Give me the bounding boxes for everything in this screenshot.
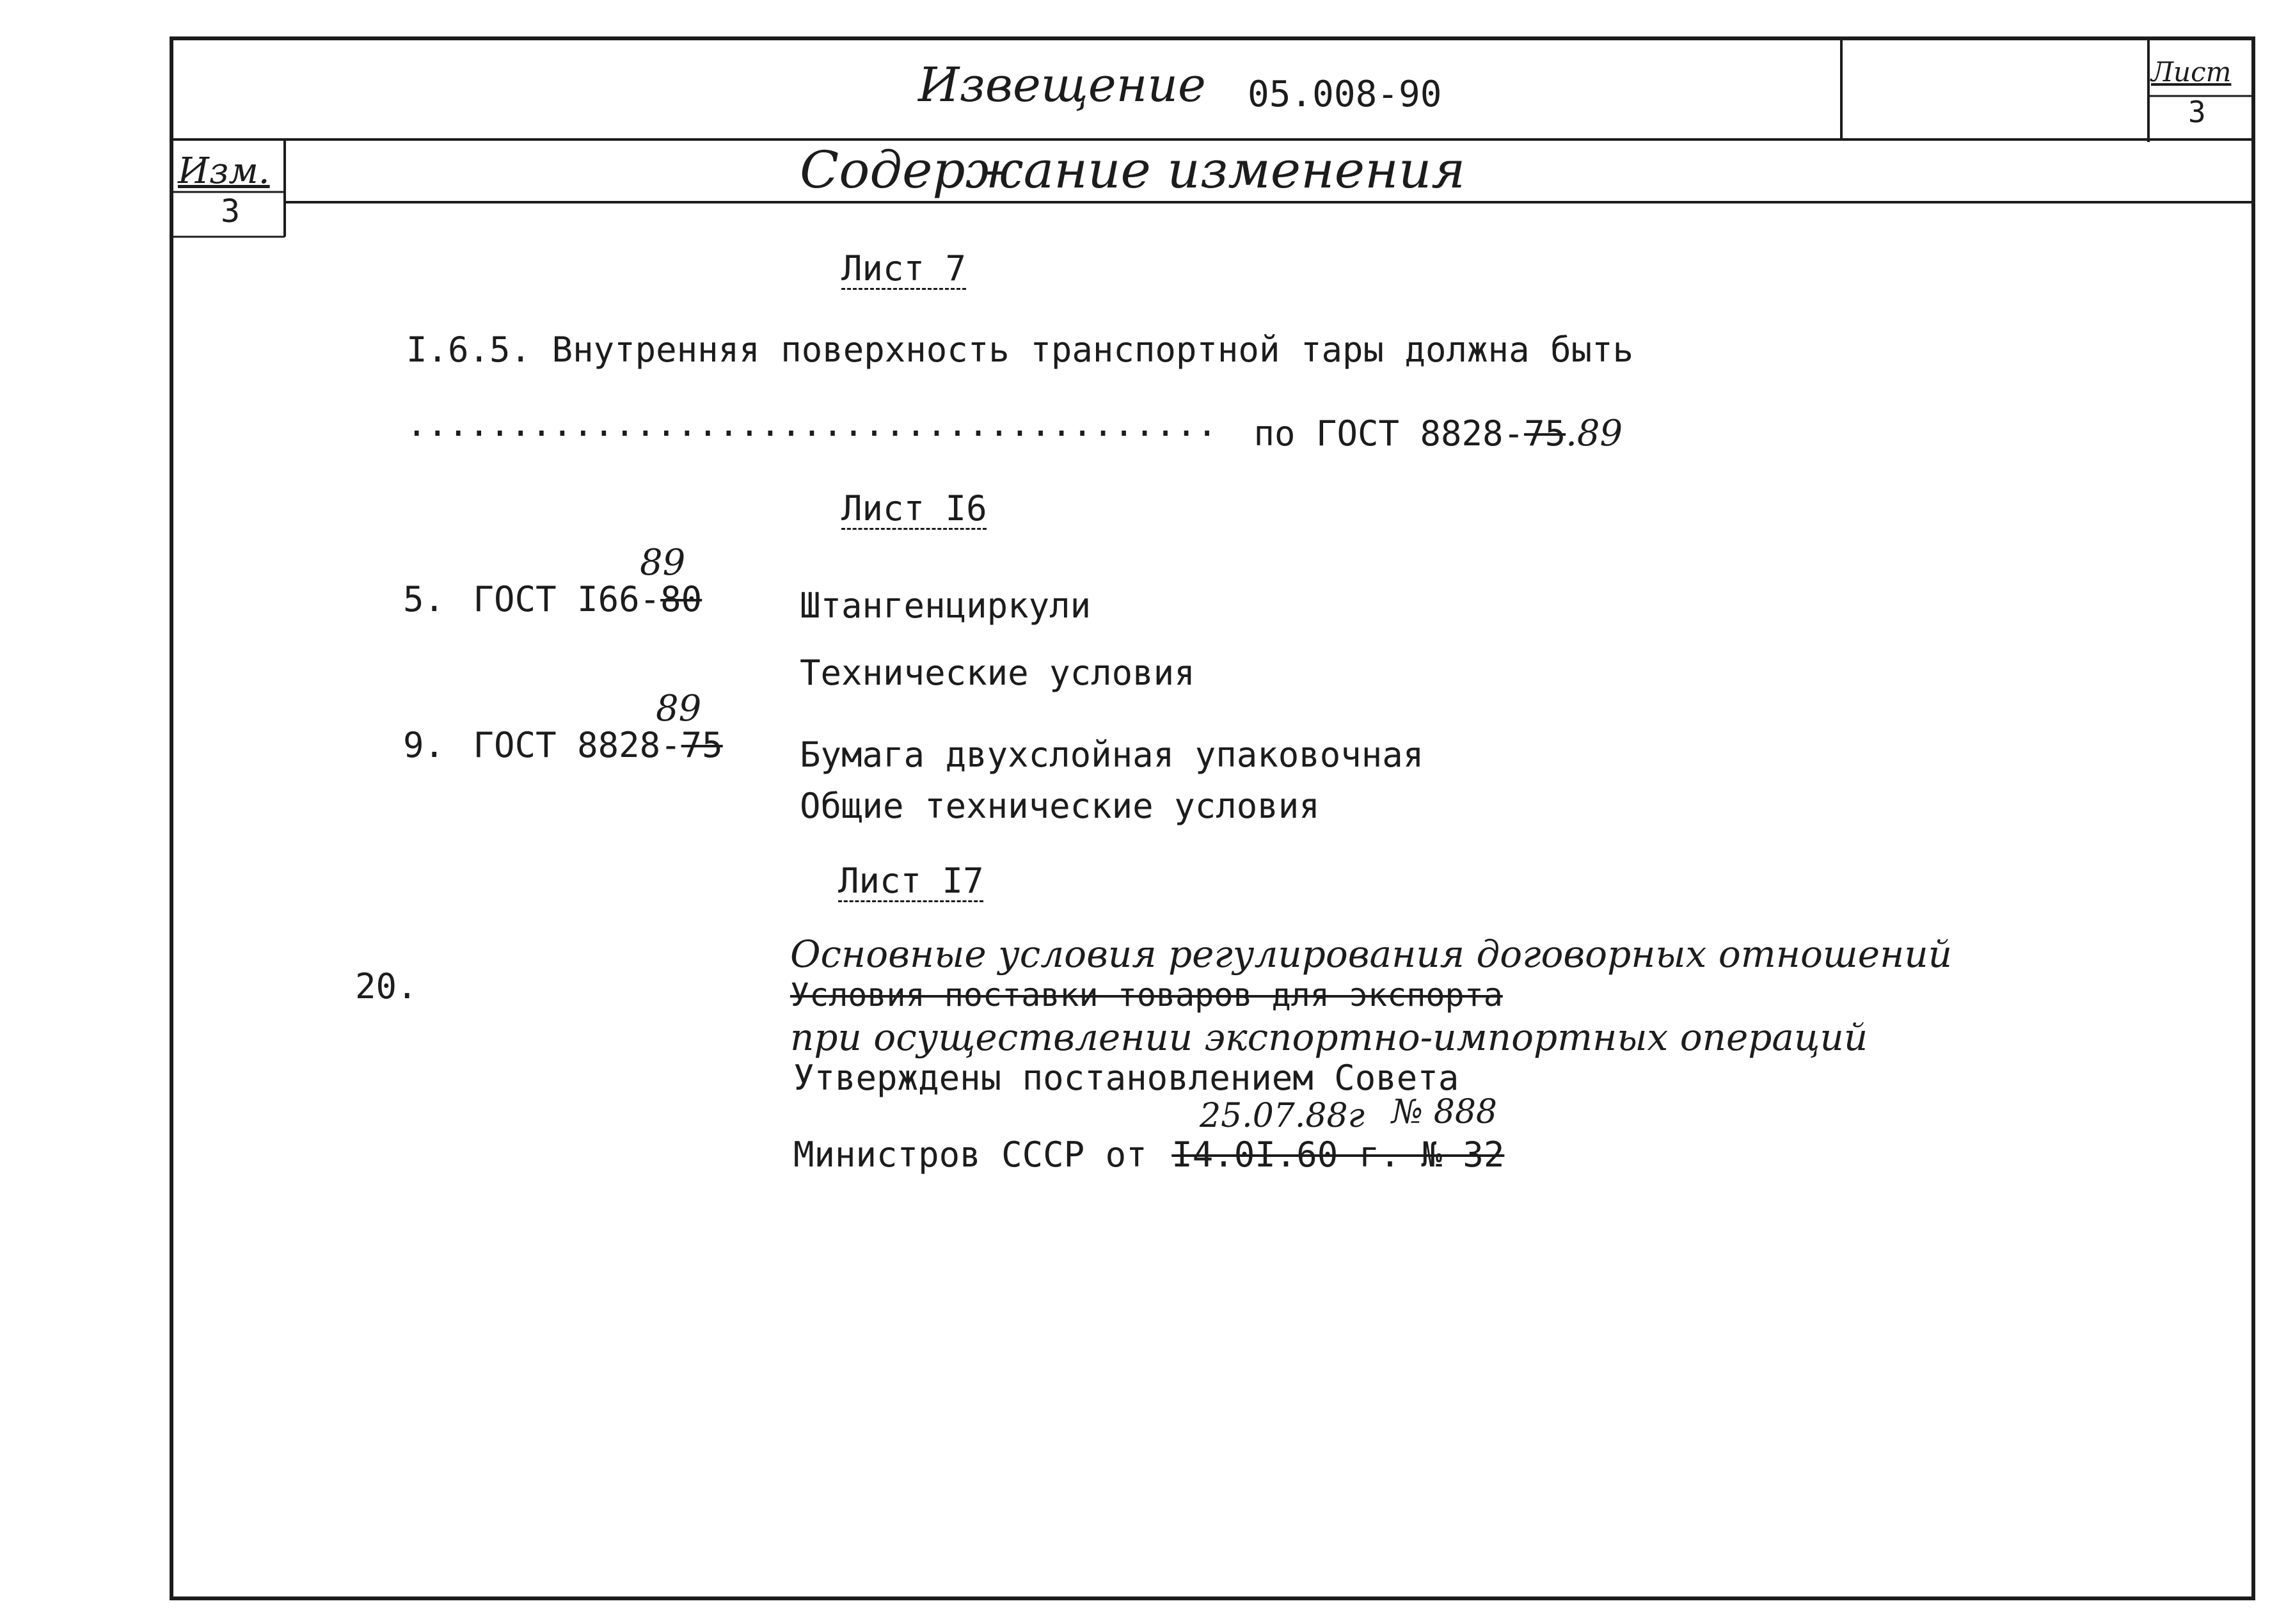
old-date-number: I4.0I.60 г. № 32 [1171,1134,1505,1175]
content-title: Содержание изменения [800,140,1466,200]
handwritten-title-line-2: при осуществлении экспортно-импортных операций [790,1015,1868,1059]
gost-new-year: .89 [1566,413,1623,454]
struck-title: Условия поставки товаров для экспорта [790,976,1503,1014]
clause-1-6-5: I.6.5. Внутренняя поверхность транспортной тары должна быть [406,330,1634,370]
sheet-number: 3 [2188,95,2206,129]
item-5-new-year: 89 [640,542,686,584]
ministers-line [793,1134,1505,1175]
item-5-title: Штангенциркули [800,585,1091,626]
item-5-num: 5. [403,579,445,619]
item-5-old-year: 80 [660,579,702,619]
item-5-gost [403,579,702,619]
item-5-subtitle: Технические условия [800,653,1195,693]
notice-number: 05.008-90 [1248,74,1442,115]
item-9-subtitle: Общие технические условия [800,786,1320,826]
approved-line: Утверждены постановлением Совета [793,1058,1459,1098]
new-resolution-number: № 888 [1392,1093,1497,1131]
dot-leader: ······································· [406,413,1218,454]
item-9-num: 9. [403,725,445,765]
item-9-title: Бумага двухслойная упаковочная [800,735,1424,775]
gost-ref: по ГОСТ 8828- [1253,413,1525,454]
item-9-gost-code: ГОСТ 8828- [473,725,681,765]
sheet-heading-7: Лист 7 [841,248,967,289]
handwritten-title-line-1: Основные условия регулирования договорных отношений [790,932,1953,976]
new-resolution-date: 25.07.88г [1200,1097,1365,1135]
sheet-heading-17: Лист I7 [838,861,984,901]
sheet-heading-16: Лист I6 [841,488,987,529]
change-label: Изм. [178,150,270,192]
notice-label: Извещение [918,58,1206,113]
item-5-gost-code: ГОСТ I66- [473,579,661,619]
clause-continuation [406,413,1623,454]
item-9-new-year: 89 [656,688,702,729]
ministers-text: Министров СССР от [793,1134,1147,1175]
item-20-num: 20. [355,966,418,1007]
change-number: 3 [221,193,241,230]
item-9-gost [403,725,723,765]
sheet-label: Лист [2151,56,2232,88]
item-9-old-year: 75 [681,725,723,765]
gost-old-year: 75 [1524,413,1566,454]
